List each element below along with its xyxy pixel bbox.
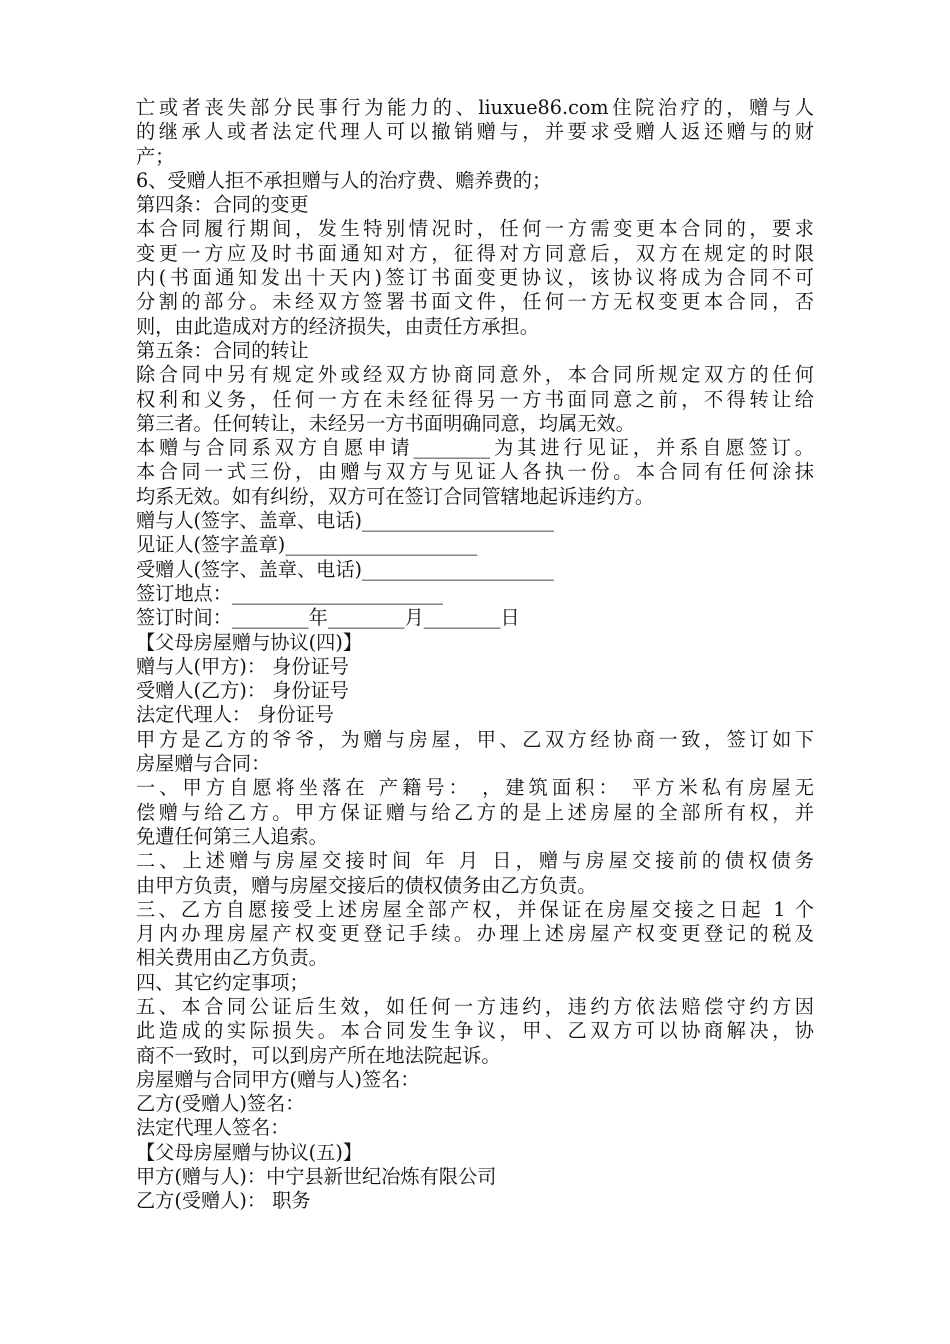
document-text-line: 除合同中另有规定外或经双方协商同意外，本合同所规定双方的任何 — [136, 363, 814, 387]
document-text-line: 【父母房屋赠与协议(五)】 — [136, 1140, 363, 1164]
document-text-line: 的继承人或者法定代理人可以撤销赠与，并要求受赠人返还赠与的财 — [136, 120, 814, 144]
document-text-line: 本合同履行期间，发生特别情况时，任何一方需变更本合同的，要求 — [136, 217, 814, 241]
document-text-line: 权利和义务，任何一方在未经征得另一方书面同意之前，不得转让给 — [136, 387, 814, 411]
document-text-line: 产； — [136, 144, 175, 168]
document-text-line: 6、受赠人拒不承担赠与人的治疗费、赡养费的； — [136, 168, 552, 192]
document-text-line: 房屋赠与合同甲方(赠与人)签名： — [136, 1067, 420, 1091]
document-text-line: 三、乙方自愿接受上述房屋全部产权，并保证在房屋交接之日起 1 个 — [136, 897, 814, 921]
document-text-line: 法定代理人签名： — [136, 1116, 290, 1140]
document-text-line: 受赠人(乙方)： 身份证号 — [136, 679, 349, 703]
document-text-line: 签订地点：______________________ — [136, 581, 443, 605]
document-text-line: 甲方(赠与人)：中宁县新世纪冶炼有限公司 — [136, 1165, 497, 1189]
document-text-line: 由甲方负责，赠与房屋交接后的债权债务由乙方负责。 — [136, 873, 597, 897]
document-text-line: 甲方是乙方的爷爷，为赠与房屋，甲、乙双方经协商一致，签订如下 — [136, 727, 814, 751]
document-text-line: 四、其它约定事项； — [136, 970, 309, 994]
document-text-line: 亡或者丧失部分民事行为能力的、liuxue86.com住院治疗的，赠与人 — [136, 96, 814, 119]
document-text-line: 本合同一式三份，由赠与双方与见证人各执一份。本合同有任何涂抹 — [136, 460, 814, 484]
document-text-line: 赠与人(签字、盖章、电话)____________________ — [136, 509, 554, 533]
document-text-line: 免遭任何第三人追索。 — [136, 824, 328, 848]
document-text-line: 商不一致时，可以到房产所在地法院起诉。 — [136, 1043, 501, 1067]
document-text-line: 第四条：合同的变更 — [136, 193, 309, 217]
document-text-line: 内(书面通知发出十天内)签订书面变更协议，该协议将成为合同不可 — [136, 266, 814, 290]
document-text-line: 乙方(受赠人)： 职务 — [136, 1189, 311, 1213]
document-text-line: 乙方(受赠人)签名： — [136, 1092, 305, 1116]
document-text-line: 偿赠与给乙方。甲方保证赠与给乙方的是上述房屋的全部所有权，并 — [136, 800, 814, 824]
document-text-line: 见证人(签字盖章)____________________ — [136, 533, 478, 557]
document-text-line: 分割的部分。未经双方签署书面文件，任何一方无权变更本合同，否 — [136, 290, 814, 314]
document-text-line: 【父母房屋赠与协议(四)】 — [136, 630, 363, 654]
document-text-line: 第五条：合同的转让 — [136, 338, 309, 362]
document-text-line: 法定代理人： 身份证号 — [136, 703, 334, 727]
document-text-line: 第三者。任何转让，未经另一方书面明确同意，均属无效。 — [136, 411, 635, 435]
document-page — [136, 96, 814, 1214]
document-text-line: 相关费用由乙方负责。 — [136, 946, 328, 970]
document-text-line: 月内办理房屋产权变更登记手续。办理上述房屋产权变更登记的税及 — [136, 922, 814, 946]
document-text-line: 受赠人(签字、盖章、电话)____________________ — [136, 557, 554, 581]
document-text-line: 此造成的实际损失。本合同发生争议，甲、乙双方可以协商解决，协 — [136, 1019, 814, 1043]
document-text-line: 五、本合同公证后生效，如任何一方违约，违约方依法赔偿守约方因 — [136, 994, 814, 1018]
document-text-line: 变更一方应及时书面通知对方，征得对方同意后，双方在规定的时限 — [136, 241, 814, 265]
document-text-line: 则，由此造成对方的经济损失，由责任方承担。 — [136, 314, 539, 338]
document-text-line: 房屋赠与合同： — [136, 752, 271, 776]
document-text-line: 二、上述赠与房屋交接时间 年 月 日，赠与房屋交接前的债权债务 — [136, 849, 814, 873]
document-text-line: 本赠与合同系双方自愿申请________为其进行见证，并系自愿签订。 — [136, 436, 814, 460]
document-text-line: 均系无效。如有纠纷，双方可在签订合同管辖地起诉违约方。 — [136, 484, 655, 508]
document-text-line: 赠与人(甲方)： 身份证号 — [136, 654, 349, 678]
document-text-line: 签订时间：________年________月________日 — [136, 606, 520, 630]
document-text-line: 一、甲方自愿将坐落在 产籍号： ，建筑面积： 平方米私有房屋无 — [136, 776, 814, 800]
